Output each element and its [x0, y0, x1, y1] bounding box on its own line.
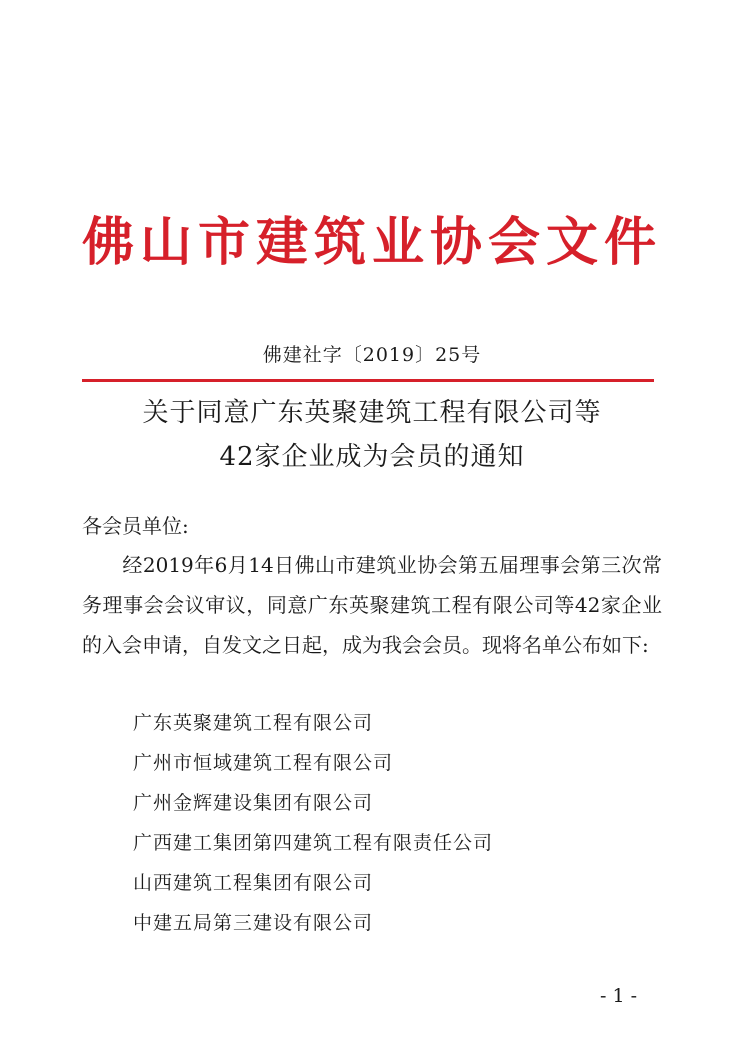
notice-title-line-2: 42家企业成为会员的通知: [219, 442, 525, 472]
issuer-header: 佛山市建筑业协会文件: [81, 212, 662, 273]
document-number: 佛建社字〔2019〕25号: [262, 344, 482, 366]
body-paragraph: [82, 545, 662, 665]
list-item: 广州金辉建设集团有限公司: [133, 792, 374, 814]
list-item: 中建五局第三建设有限公司: [133, 912, 374, 934]
notice-title-line-1: 关于同意广东英聚建筑工程有限公司等: [142, 398, 602, 428]
page-number: - 1 -: [600, 985, 638, 1007]
list-item: 广州市恒域建筑工程有限公司: [133, 752, 394, 774]
salutation: 各会员单位:: [82, 514, 189, 538]
company-list: [133, 703, 493, 943]
list-item: 广东英聚建筑工程有限公司: [133, 712, 374, 734]
list-item: 广西建工集团第四建筑工程有限责任公司: [133, 832, 494, 854]
list-item: 山西建筑工程集团有限公司: [133, 872, 374, 894]
body-text: 经2019年6月14日佛山市建筑业协会第五届理事会第三次常务理事会会议审议，同意广东英聚建筑工程有限公司等42家企业的入会申请，自发文之日起，成为我会会员。现将名单公布如下:: [82, 553, 662, 657]
red-divider: [82, 379, 654, 382]
